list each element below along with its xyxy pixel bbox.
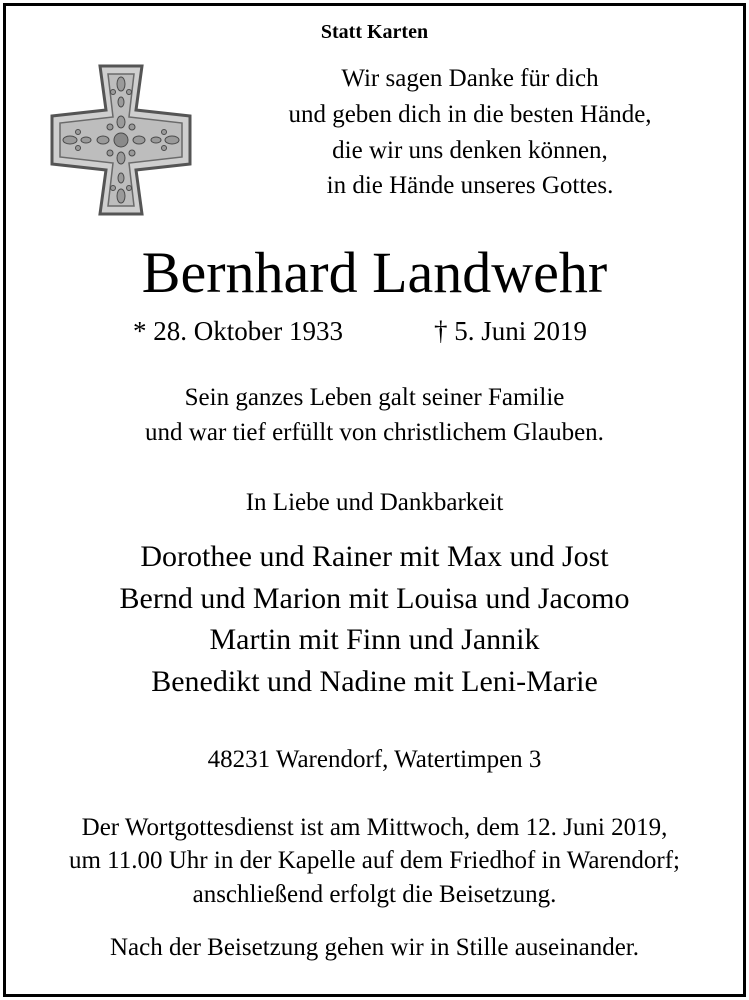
deceased-name: Bernhard Landwehr xyxy=(141,240,608,305)
service-line: um 11.00 Uhr in der Kapelle auf dem Friedhof in Warendorf; xyxy=(68,847,680,874)
service-line: anschließend erfolgt die Beisetzung. xyxy=(192,881,557,908)
family-line: Bernd und Marion mit Louisa und Jacomo xyxy=(119,582,630,615)
dedication: In Liebe und Dankbarkeit xyxy=(245,489,504,516)
family-line: Dorothee und Rainer mit Max und Jost xyxy=(140,540,609,573)
closing-line: Nach der Beisetzung gehen wir in Stille auseinander. xyxy=(109,934,639,961)
tribute-line: Sein ganzes Leben galt seiner Familie xyxy=(184,384,565,411)
family-line: Martin mit Finn und Jannik xyxy=(209,623,540,656)
celtic-cross-icon xyxy=(50,64,192,216)
family-line: Benedikt und Nadine mit Leni-Marie xyxy=(151,665,598,698)
notice-header: Statt Karten xyxy=(320,21,429,43)
service-line: Der Wortgottesdienst ist am Mittwoch, dem 12. Juni 2019, xyxy=(81,814,668,841)
birth-date: * 28. Oktober 1933 xyxy=(133,316,343,346)
verse-line: und geben dich in die besten Hände, xyxy=(288,101,652,128)
verse-line: die wir uns denken können, xyxy=(332,137,608,164)
address: 48231 Warendorf, Watertimpen 3 xyxy=(207,746,542,773)
death-date: † 5. Juni 2019 xyxy=(434,316,588,346)
verse-line: in die Hände unseres Gottes. xyxy=(326,172,614,199)
verse-line: Wir sagen Danke für dich xyxy=(341,65,599,92)
tribute-line: und war tief erfüllt von christlichem Glauben. xyxy=(145,419,604,446)
